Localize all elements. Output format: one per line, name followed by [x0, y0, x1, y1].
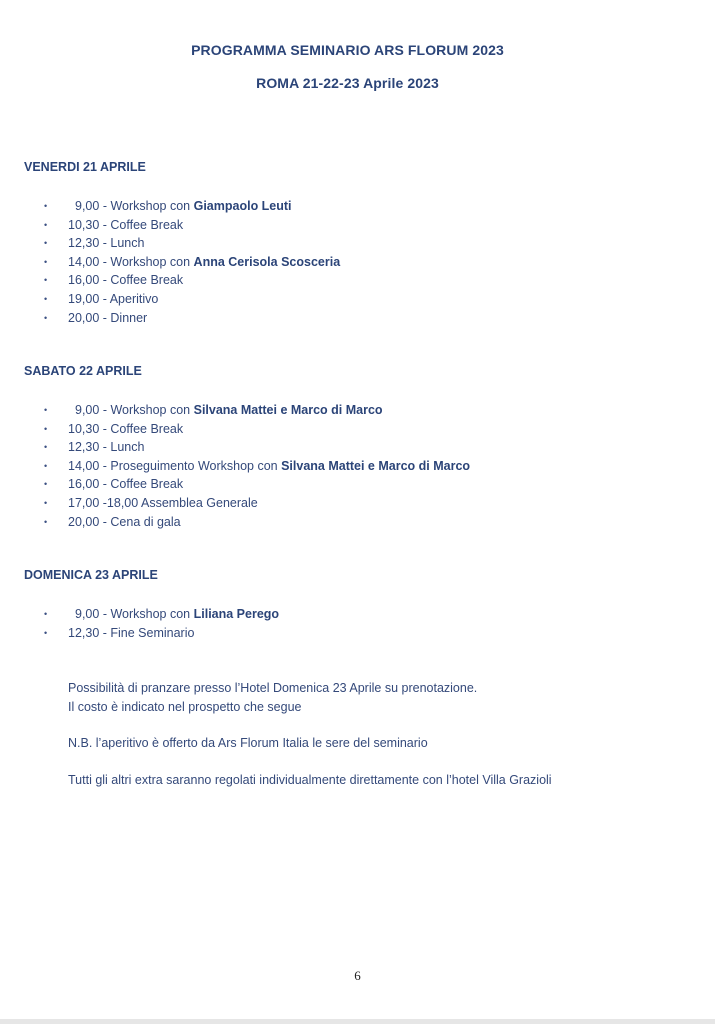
item-time: 9,00 [75, 199, 100, 213]
item-time: 10,30 [68, 217, 100, 232]
item-text: - Coffee Break [99, 273, 184, 288]
item-text: - Coffee Break [99, 421, 184, 436]
bullet-icon: • [44, 312, 48, 323]
item-time: 10,30 [68, 421, 100, 436]
notes-block [68, 679, 688, 789]
bullet-icon: • [44, 516, 48, 527]
item-time: 19,00 [68, 291, 100, 306]
note-cost: Il costo è indicato nel prospetto che segue [68, 699, 302, 714]
bullet-icon: • [44, 293, 48, 304]
item-text: - Dinner [99, 310, 148, 325]
bullet-icon: • [44, 442, 48, 453]
item-time: 20,00 [68, 514, 100, 529]
bullet-icon: • [44, 238, 48, 249]
item-presenter: Anna Cerisola Scosceria [193, 254, 341, 269]
schedule-item [24, 494, 684, 513]
item-presenter: Giampaolo Leuti [193, 199, 292, 213]
schedule-item [24, 290, 684, 309]
schedule-item [24, 605, 684, 624]
schedule-item [24, 420, 684, 439]
item-presenter: Silvana Mattei e Marco di Marco [281, 458, 471, 473]
bullet-icon: • [44, 479, 48, 490]
note-aperitivo: N.B. l’aperitivo è offerto da Ars Florum Italia le sere del seminario [68, 736, 428, 750]
item-presenter: Silvana Mattei e Marco di Marco [193, 403, 383, 417]
schedule-item [24, 271, 684, 290]
item-text: - Coffee Break [99, 217, 184, 232]
item-time: 12,30 [68, 625, 100, 640]
item-time: 14,00 [68, 254, 100, 269]
item-time: 16,00 [68, 477, 100, 492]
bullet-icon: • [44, 497, 48, 508]
bullet-icon: • [44, 423, 48, 434]
schedule-item [24, 401, 684, 420]
schedule-item [24, 197, 684, 216]
note-extras: Tutti gli altri extra saranno regolati individualmente direttamente con l’hotel Villa Grazioli [68, 772, 552, 787]
item-text: - Lunch [99, 236, 145, 251]
bullet-icon: • [44, 609, 48, 619]
bullet-icon: • [44, 256, 48, 267]
item-time: 12,30 [68, 440, 100, 455]
schedule-item [24, 513, 684, 532]
schedule-list [24, 197, 684, 327]
schedule-item [24, 457, 684, 476]
schedule-item [24, 253, 684, 272]
day-section-sunday [24, 567, 684, 642]
item-text: - Workshop con [99, 607, 194, 621]
schedule-list [24, 605, 684, 642]
schedule-item [24, 475, 684, 494]
schedule-item [24, 216, 684, 235]
note-lunch-option: Possibilità di pranzare presso l’Hotel Domenica 23 Aprile su prenotazione. [68, 681, 478, 695]
bullet-icon: • [44, 275, 48, 286]
schedule-list [24, 401, 684, 531]
item-time: 9,00 [75, 607, 100, 621]
item-text: - Workshop con [99, 254, 194, 269]
document-subtitle: ROMA 21-22-23 Aprile 2023 [256, 75, 439, 91]
item-time: 20,00 [68, 310, 100, 325]
schedule-item [24, 438, 684, 457]
item-time: 16,00 [68, 273, 100, 288]
day-section-saturday [24, 363, 684, 531]
item-text: - Coffee Break [99, 477, 184, 492]
schedule-item [24, 309, 684, 328]
page-number: 6 [354, 968, 361, 983]
day-heading: DOMENICA 23 APRILE [24, 568, 158, 582]
item-text: - Fine Seminario [99, 625, 195, 640]
bullet-icon: • [44, 219, 48, 230]
bottom-divider [0, 1019, 715, 1024]
item-time: 9,00 [75, 403, 100, 417]
day-heading: VENERDI 21 APRILE [24, 160, 146, 174]
day-section-friday [24, 159, 684, 327]
item-text: - Aperitivo [99, 291, 159, 306]
bullet-icon: • [44, 201, 48, 211]
item-text: - Workshop con [99, 403, 194, 417]
day-heading: SABATO 22 APRILE [24, 364, 142, 378]
bullet-icon: • [44, 460, 48, 471]
item-time: 17,00 [68, 495, 100, 510]
bullet-icon: • [44, 405, 48, 415]
schedule-item [24, 624, 684, 643]
item-time: 14,00 [68, 458, 100, 473]
item-text: - Cena di gala [99, 514, 181, 529]
item-text: - Lunch [99, 440, 145, 455]
schedule-item [24, 234, 684, 253]
bullet-icon: • [44, 627, 48, 638]
item-presenter: Liliana Perego [193, 607, 280, 621]
item-text: -18,00 Assemblea Generale [99, 495, 258, 510]
item-text: - Workshop con [99, 199, 194, 213]
item-time: 12,30 [68, 236, 100, 251]
document-title: PROGRAMMA SEMINARIO ARS FLORUM 2023 [191, 42, 504, 58]
item-text: - Proseguimento Workshop con [99, 458, 282, 473]
